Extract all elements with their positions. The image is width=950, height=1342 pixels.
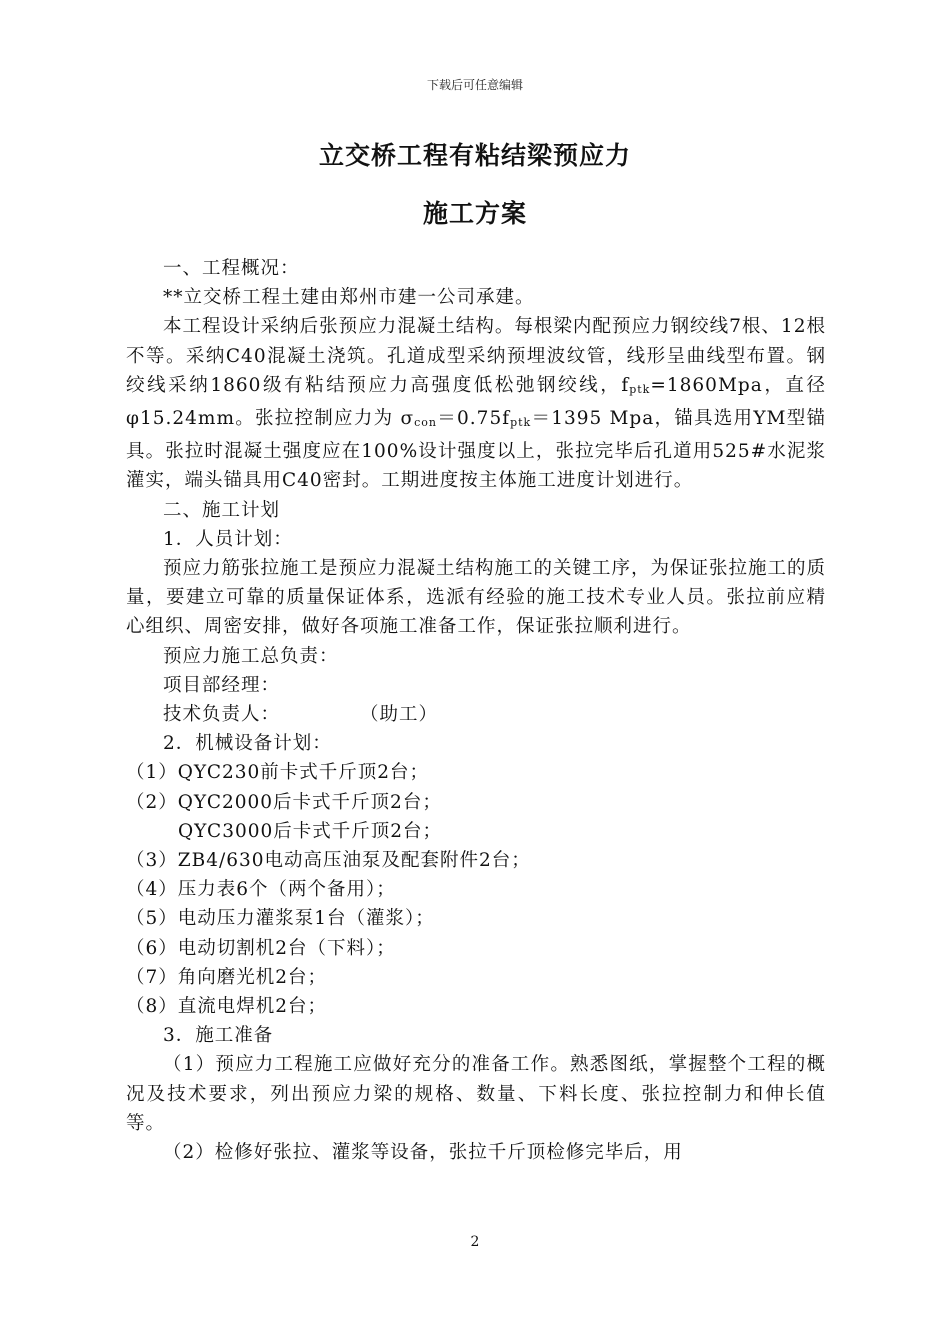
- document-body: [126, 254, 826, 1167]
- equipment-item: QYC3000后卡式千斤顶2台；: [178, 820, 443, 842]
- section2-heading: 二、施工计划: [163, 499, 281, 521]
- personnel-line-1: 预应力施工总负责：: [163, 645, 339, 667]
- document-title-line1: 立交桥工程有粘结梁预应力: [318, 141, 631, 170]
- personnel-line-2: 项目部经理：: [163, 674, 281, 696]
- equipment-item: （6）电动切割机2台（下料）；: [126, 937, 396, 959]
- equipment-item: （7）角向磨光机2台；: [126, 966, 328, 988]
- page-number: 2: [470, 1234, 480, 1250]
- section1-p2-part-a: 本工程设计采纳后张预应力混凝土结构。每根梁内配预应力钢绞线7根、12根不等。采纳C40混凝土浇筑。孔道成型采纳预埋波纹管，线形呈曲线型布置。钢绞线采纳1860级有粘结预应力高强度低松弛钢绞线，f: [126, 316, 826, 396]
- section1-heading: 一、工程概况：: [163, 258, 300, 279]
- equipment-item: （8）直流电焊机2台；: [126, 996, 328, 1018]
- equipment-item: （2）QYC2000后卡式千斤顶2台；: [126, 791, 442, 813]
- equipment-item: （4）压力表6个（两个备用）；: [126, 879, 396, 901]
- section2-1-paragraph: 预应力筋张拉施工是预应力混凝土结构施工的关键工序，为保证张拉施工的质量，要建立可靠的质量保证体系，选派有经验的施工技术专业人员。张拉前应精心组织、周密安排，做好各项施工准备工作，保证张拉顺利进行。: [126, 558, 827, 638]
- section1-p2-part-b: =1860Mpa，直径 φ15.24mm。张拉控制应力为 σ: [126, 374, 826, 430]
- section1-paragraph2: [126, 312, 826, 495]
- personnel-line-3: [126, 700, 826, 729]
- section2-3-heading: 3．施工准备: [163, 1025, 274, 1047]
- page-header: 下载后可任意编辑: [426, 78, 523, 92]
- section2-1-heading: 1．人员计划：: [163, 528, 293, 550]
- equipment-item: （3）ZB4/630电动高压油泵及配套附件2台；: [126, 850, 531, 872]
- section2-3-paragraph2: （2）检修好张拉、灌浆等设备，张拉千斤顶检修完毕后，用: [163, 1142, 683, 1164]
- subscript-con: con: [414, 416, 437, 430]
- personnel-line-3-role: （助工）: [360, 704, 439, 726]
- section2-3-paragraph1: （1）预应力工程施工应做好充分的准备工作。熟悉图纸，掌握整个工程的概况及技术要求，列出预应力梁的规格、数量、下料长度、张拉控制力和伸长值等。: [126, 1054, 826, 1134]
- equipment-item: （1）QYC230前卡式千斤顶2台；: [126, 762, 430, 784]
- section1-p2-part-c: ＝0.75f: [437, 408, 511, 430]
- subscript-ptk: ptk: [629, 382, 651, 396]
- section1-p2-part-d: ＝1395 Mpa，锚具选用YM型锚具。张拉时混凝土强度应在100%设计强度以上，张拉完毕后孔道用525#水泥浆灌实，端头锚具用C40密封。工期进度按主体施工进度计划进行。: [126, 408, 826, 492]
- subscript-ptk-2: ptk: [510, 416, 532, 430]
- personnel-line-3-label: 技术负责人：: [163, 704, 281, 726]
- section2-2-heading: 2．机械设备计划：: [163, 733, 332, 755]
- section1-paragraph1: **立交桥工程土建由郑州市建一公司承建。: [163, 287, 535, 309]
- equipment-item: （5）电动压力灌浆泵1台（灌浆）；: [126, 908, 435, 930]
- document-title-line2: 施工方案: [422, 199, 527, 228]
